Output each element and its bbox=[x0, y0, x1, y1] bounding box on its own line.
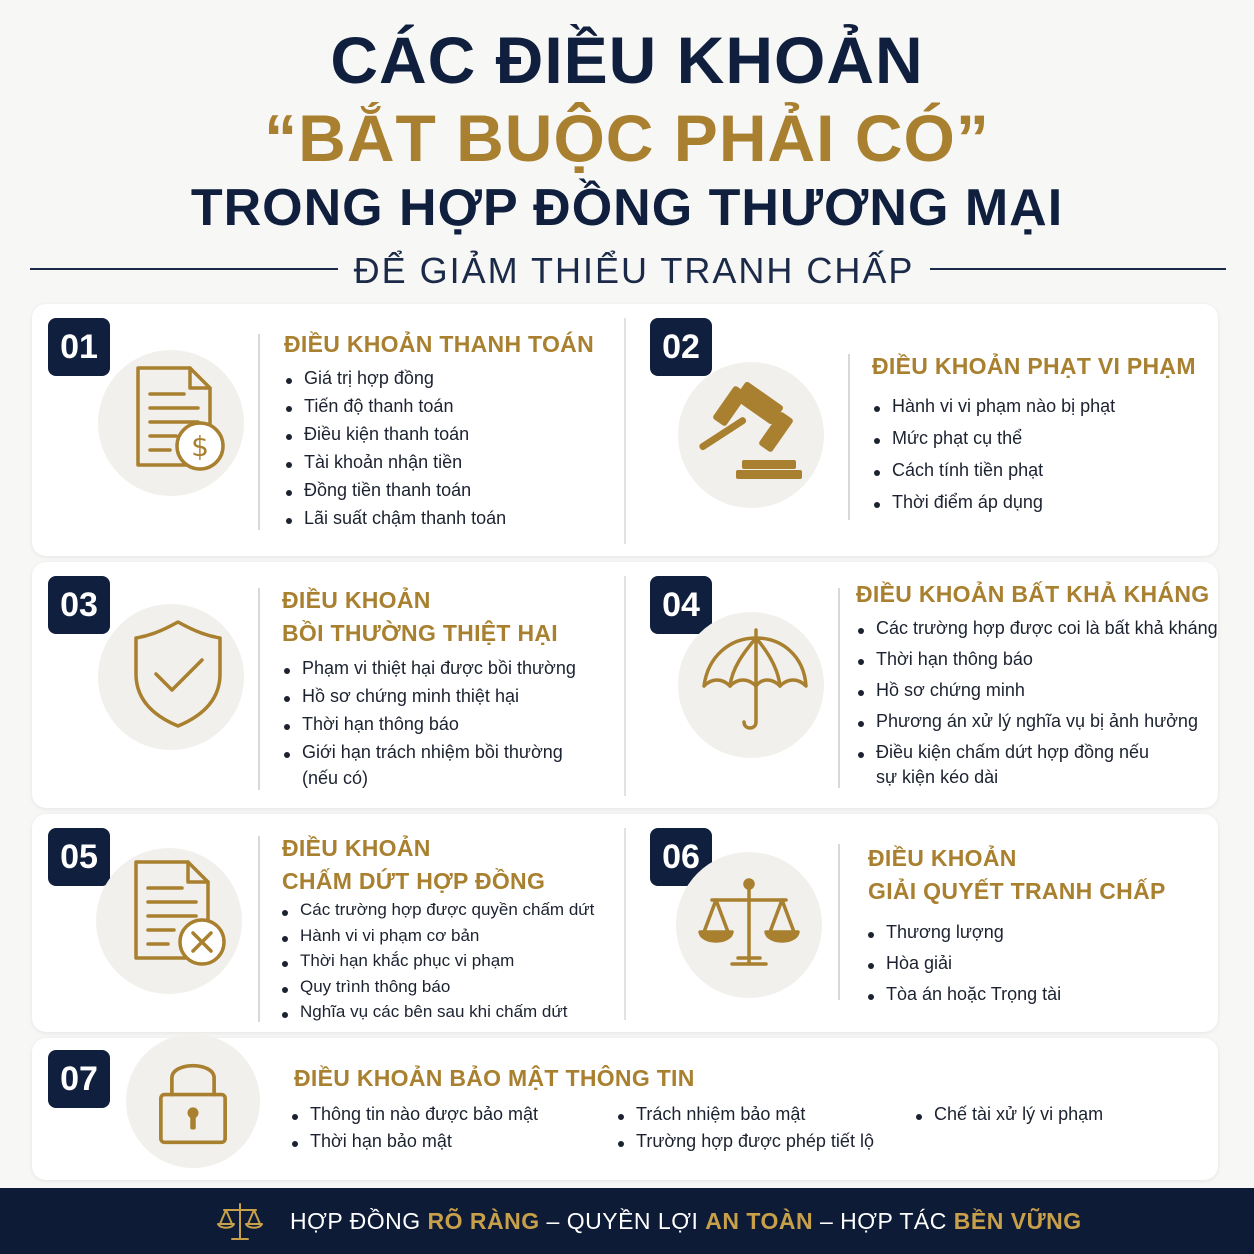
section-title-line: ĐIỀU KHOẢN BẤT KHẢ KHÁNG bbox=[856, 581, 1210, 607]
section-list-07-col-3 bbox=[914, 1104, 1103, 1131]
section-list-06 bbox=[866, 922, 1061, 1015]
section-title-line: ĐIỀU KHOẢN PHẠT VI PHẠM bbox=[872, 353, 1196, 379]
section-list-02 bbox=[872, 396, 1115, 524]
subtitle-rule-right bbox=[930, 268, 1226, 270]
list-item: Thông tin nào được bảo mật bbox=[290, 1104, 538, 1131]
icon-circle bbox=[678, 362, 824, 508]
section-title-02 bbox=[872, 350, 1196, 383]
section-rule bbox=[258, 836, 260, 1022]
section-number-06: 06 bbox=[650, 828, 712, 886]
subtitle: ĐỂ GIẢM THIỂU TRANH CHẤP bbox=[353, 250, 915, 291]
footer-text-part: – QUYỀN LỢI bbox=[539, 1208, 706, 1234]
list-item: Lãi suất chậm thanh toán bbox=[284, 508, 506, 536]
section-title-line: ĐIỀU KHOẢN bbox=[868, 845, 1017, 871]
footer-slogan bbox=[290, 1208, 1082, 1235]
list-item: Thời hạn khắc phục vi phạm bbox=[280, 951, 594, 977]
section-list-01 bbox=[284, 368, 506, 536]
section-rule bbox=[258, 334, 260, 530]
list-item-continuation: sự kiện kéo dài bbox=[876, 767, 999, 787]
footer-banner bbox=[0, 1188, 1254, 1254]
list-item: Hành vi vi phạm nào bị phạt bbox=[872, 396, 1115, 428]
footer-highlight: AN TOÀN bbox=[705, 1208, 814, 1234]
section-list-07-col-1 bbox=[290, 1104, 538, 1158]
list-item: Giới hạn trách nhiệm bồi thường bbox=[282, 742, 576, 768]
header bbox=[0, 0, 1254, 300]
list-item: Phương án xử lý nghĩa vụ bị ảnh hưởng bbox=[856, 711, 1218, 742]
list-item: Hồ sơ chứng minh bbox=[856, 680, 1218, 711]
list-item: Tiến độ thanh toán bbox=[284, 396, 506, 424]
umbrella-icon bbox=[678, 612, 824, 758]
list-item: Thời hạn thông báo bbox=[282, 714, 576, 742]
icon-circle bbox=[678, 612, 824, 758]
section-title-04 bbox=[856, 578, 1209, 611]
icon-circle bbox=[126, 1034, 260, 1168]
section-rule bbox=[838, 588, 840, 788]
list-item: Điều kiện thanh toán bbox=[284, 424, 506, 452]
list-item: Nghĩa vụ các bên sau khi chấm dứt bbox=[280, 1002, 594, 1028]
list-item: Thời điểm áp dụng bbox=[872, 492, 1115, 524]
footer-text-part: HỢP ĐỒNG bbox=[290, 1208, 428, 1234]
section-title-05 bbox=[282, 832, 545, 898]
section-title-line: ĐIỀU KHOẢN bbox=[282, 587, 431, 613]
section-number-07: 07 bbox=[48, 1050, 110, 1108]
section-list-04 bbox=[856, 618, 1218, 792]
card-divider bbox=[624, 318, 626, 544]
document-x-icon bbox=[96, 848, 242, 994]
list-item: Tài khoản nhận tiền bbox=[284, 452, 506, 480]
scales-icon bbox=[676, 852, 822, 998]
card-divider bbox=[624, 576, 626, 796]
list-item: Các trường hợp được quyền chấm dứt bbox=[280, 900, 594, 926]
list-item: Thời hạn thông báo bbox=[856, 649, 1218, 680]
gavel-icon bbox=[678, 362, 824, 508]
list-item-continuation: (nếu có) bbox=[302, 768, 369, 788]
section-rule bbox=[838, 844, 840, 1000]
section-title-01 bbox=[284, 328, 594, 361]
section-title-line: CHẤM DỨT HỢP ĐỒNG bbox=[282, 868, 546, 894]
svg-text:$: $ bbox=[191, 430, 209, 463]
section-number-04: 04 bbox=[650, 576, 712, 634]
section-title-line: ĐIỀU KHOẢN BẢO MẬT THÔNG TIN bbox=[294, 1065, 695, 1091]
section-number-03: 03 bbox=[48, 576, 110, 634]
subtitle-row bbox=[0, 246, 1254, 290]
icon-circle bbox=[98, 604, 244, 750]
section-list-07-col-2 bbox=[616, 1104, 874, 1158]
list-item: Mức phạt cụ thể bbox=[872, 428, 1115, 460]
document-dollar-icon bbox=[98, 350, 244, 496]
title-line-2: “BẮT BUỘC PHẢI CÓ” bbox=[264, 101, 990, 175]
footer-highlight: RÕ RÀNG bbox=[427, 1208, 540, 1234]
footer-highlight: BỀN VỮNG bbox=[953, 1208, 1082, 1234]
list-item: Cách tính tiền phạt bbox=[872, 460, 1115, 492]
list-item: Phạm vi thiệt hại được bồi thường bbox=[282, 658, 576, 686]
section-title-line: GIẢI QUYẾT TRANH CHẤP bbox=[868, 878, 1166, 904]
title-line-1: CÁC ĐIỀU KHOẢN bbox=[330, 23, 924, 97]
icon-circle bbox=[96, 848, 242, 994]
section-list-05 bbox=[280, 900, 594, 1028]
list-item: Các trường hợp được coi là bất khả kháng bbox=[856, 618, 1218, 649]
section-number-01: 01 bbox=[48, 318, 110, 376]
icon-circle bbox=[676, 852, 822, 998]
list-item: Giá trị hợp đồng bbox=[284, 368, 506, 396]
section-number-05: 05 bbox=[48, 828, 110, 886]
icon-circle bbox=[98, 350, 244, 496]
list-item: Hòa giải bbox=[866, 953, 1061, 984]
list-item: Điều kiện chấm dứt hợp đồng nếu bbox=[856, 742, 1218, 767]
section-title-line: ĐIỀU KHOẢN bbox=[282, 835, 431, 861]
section-title-07 bbox=[294, 1062, 695, 1095]
section-number-02: 02 bbox=[650, 318, 712, 376]
list-item: Đồng tiền thanh toán bbox=[284, 480, 506, 508]
padlock-icon bbox=[126, 1034, 260, 1168]
section-list-03 bbox=[282, 658, 576, 794]
list-item: Thương lượng bbox=[866, 922, 1061, 953]
list-item: Hồ sơ chứng minh thiệt hại bbox=[282, 686, 576, 714]
subtitle-rule-left bbox=[30, 268, 338, 270]
list-item: Thời hạn bảo mật bbox=[290, 1131, 538, 1158]
list-item: Tòa án hoặc Trọng tài bbox=[866, 984, 1061, 1015]
section-title-line: ĐIỀU KHOẢN THANH TOÁN bbox=[284, 331, 594, 357]
list-item: Hành vi vi phạm cơ bản bbox=[280, 926, 594, 952]
section-title-line: BỒI THƯỜNG THIỆT HẠI bbox=[282, 620, 558, 646]
section-title-06 bbox=[868, 842, 1166, 908]
list-item: Trường hợp được phép tiết lộ bbox=[616, 1131, 874, 1158]
shield-check-icon bbox=[98, 604, 244, 750]
section-rule bbox=[258, 588, 260, 790]
section-title-03 bbox=[282, 584, 558, 650]
scales-icon bbox=[214, 1198, 266, 1244]
section-rule bbox=[848, 354, 850, 520]
card-divider bbox=[624, 828, 626, 1020]
list-item: Quy trình thông báo bbox=[280, 977, 594, 1003]
list-item: Trách nhiệm bảo mật bbox=[616, 1104, 874, 1131]
list-item: Chế tài xử lý vi phạm bbox=[914, 1104, 1103, 1131]
title-line-3: TRONG HỢP ĐỒNG THƯƠNG MẠI bbox=[190, 179, 1064, 237]
footer-text-part: – HỢP TÁC bbox=[813, 1208, 954, 1234]
